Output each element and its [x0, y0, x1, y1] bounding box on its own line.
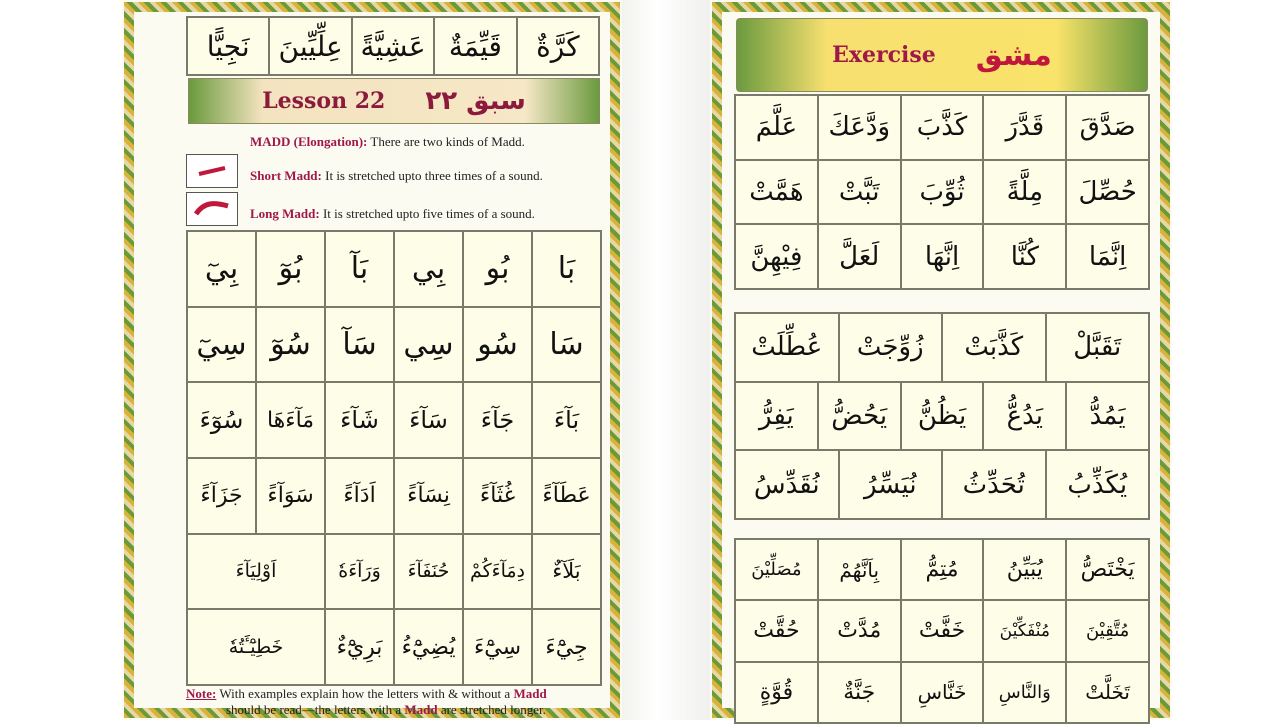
syllable-cell: بَرِيْٓءٌ [326, 610, 393, 684]
word-cell: يَمُدُّ [1067, 383, 1148, 450]
word-cell: حُصِّلَ [1067, 161, 1148, 224]
word-cell: وَالنَّاسِ [984, 663, 1065, 722]
word-cell: جَنَّةٌ [819, 663, 900, 722]
word-cell: يَدُعُّ [984, 383, 1065, 450]
syllable-cell: نِسَآءً [395, 459, 462, 533]
word-cell: كُنَّا [984, 225, 1065, 288]
long-madd-text: It is stretched upto five times of a sound. [319, 206, 535, 221]
long-madd-title: Long Madd: [250, 206, 320, 221]
lesson-grid [186, 230, 602, 686]
syllable-cell: جَزَآءً [188, 459, 255, 533]
syllable-cell: سِيٓ [188, 308, 255, 382]
note [186, 686, 547, 718]
word-cell: لَعَلَّ [819, 225, 900, 288]
word-cell: نَجِيًّا [188, 18, 268, 74]
word-cell: قَيِّمَةٌ [435, 18, 515, 74]
madd-definition [250, 134, 525, 150]
word-cell: حُقَّتْ [736, 601, 817, 660]
word-cell: زُوِّجَتْ [840, 314, 942, 381]
word-cell: كَذَّبَ [902, 96, 983, 159]
syllable-cell: بِيٓ [188, 232, 255, 306]
word-cell: قُوَّةٍ [736, 663, 817, 722]
syllable-cell: جَآءَ [464, 383, 531, 457]
top-words-row [186, 16, 600, 76]
syllable-cell: بَآءَ [533, 383, 600, 457]
word-cell: مُتَّقِيْنَ [1067, 601, 1148, 660]
lesson-banner [188, 78, 600, 124]
syllable-cell: سَآءَ [395, 383, 462, 457]
word-cell: يُبَيِّنُ [984, 540, 1065, 599]
word-cell: عُطِّلَتْ [736, 314, 838, 381]
word-cell: قَدَّرَ [984, 96, 1065, 159]
word-cell: تَخَلَّتْ [1067, 663, 1148, 722]
word-cell: تَبَّتْ [819, 161, 900, 224]
long-madd-sign-icon [186, 192, 238, 226]
long-madd-row [250, 206, 535, 222]
note-madd: Madd [513, 686, 547, 701]
word-cell: نُقَدِّسُ [736, 451, 838, 518]
word-cell: بِاَنَّهُمْ [819, 540, 900, 599]
exercise-block-2 [734, 312, 1150, 520]
short-madd-row [250, 168, 543, 184]
syllable-cell: اَدَآءً [326, 459, 393, 533]
syllable-cell: بُو [464, 232, 531, 306]
word-cell: يَفِرُّ [736, 383, 817, 450]
word-cell: تَقَبَّلْ [1047, 314, 1149, 381]
word-cell: تُحَدِّثُ [943, 451, 1045, 518]
note-text: With examples explain how the letters with & without a [216, 686, 514, 701]
syllable-cell: بَا [533, 232, 600, 306]
word-cell: وَدَّعَكَ [819, 96, 900, 159]
madd-title: MADD (Elongation): [250, 134, 368, 149]
syllable-cell: اَوْلِيَآءَ [188, 535, 324, 609]
short-madd-text: It is stretched upto three times of a sound. [321, 168, 543, 183]
syllable-cell: سُوٓءَ [188, 383, 255, 457]
word-cell: مُنْفَكِّيْنَ [984, 601, 1065, 660]
syllable-cell: خَطِيْٓـَٔتُهٗ [188, 610, 324, 684]
syllable-cell: سُو [464, 308, 531, 382]
word-cell: صَدَّقَ [1067, 96, 1148, 159]
syllable-cell: بِي [395, 232, 462, 306]
word-cell: كَذَّبَتْ [943, 314, 1045, 381]
syllable-cell: سَا [533, 308, 600, 382]
word-cell: يَخْتَصُّ [1067, 540, 1148, 599]
note-label: Note: [186, 686, 217, 701]
word-cell: مُتِمُّ [902, 540, 983, 599]
word-cell: مِلَّةً [984, 161, 1065, 224]
exercise-block-3 [734, 538, 1150, 724]
syllable-cell: سَآ [326, 308, 393, 382]
syllable-cell: سَوَآءً [257, 459, 324, 533]
syllable-cell: وَرَآءَهٗ [326, 535, 393, 609]
word-cell: ثُوِّبَ [902, 161, 983, 224]
word-cell: كَرَّةٌ [518, 18, 598, 74]
syllable-cell: دِمَآءَكُمْ [464, 535, 531, 609]
syllable-cell: غُثَآءً [464, 459, 531, 533]
exercise-label: Exercise [832, 42, 936, 68]
syllable-cell: سِي [395, 308, 462, 382]
exercise-block-1 [734, 94, 1150, 290]
word-cell: خَفَّتْ [902, 601, 983, 660]
exercise-row [736, 314, 1148, 381]
syllable-cell: بَلَآءٌ [533, 535, 600, 609]
note-text: should be read—the letters with a [226, 702, 405, 717]
lesson-label: Lesson 22 [262, 88, 386, 114]
madd-text: There are two kinds of Madd. [367, 134, 525, 149]
word-cell: عَلَّمَ [736, 96, 817, 159]
syllable-cell: يُضِيْٓءُ [395, 610, 462, 684]
word-cell: يُكَذِّبُ [1047, 451, 1149, 518]
syllable-cell: سِيْٓءَ [464, 610, 531, 684]
word-cell: خَنَّاسِ [902, 663, 983, 722]
word-cell: يَظُنُّ [902, 383, 983, 450]
word-cell: مُدَّتْ [819, 601, 900, 660]
lesson-arabic: سبق ۲۲ [425, 86, 526, 116]
exercise-banner [736, 18, 1148, 92]
word-cell: هَمَّتْ [736, 161, 817, 224]
word-cell: مُصَلِّيْنَ [736, 540, 817, 599]
word-cell: نُيَسِّرُ [840, 451, 942, 518]
syllable-cell: بُوٓ [257, 232, 324, 306]
word-cell: عَشِيَّةً [353, 18, 433, 74]
note-madd: Madd [404, 702, 438, 717]
short-madd-title: Short Madd: [250, 168, 322, 183]
word-cell: عِلِّيِّينَ [270, 18, 350, 74]
syllable-cell: جِيْٓءَ [533, 610, 600, 684]
exercise-row [736, 383, 1148, 450]
right-page [710, 0, 1172, 720]
syllable-cell: حُنَفَآءَ [395, 535, 462, 609]
book-spine [622, 0, 710, 720]
short-madd-sign-icon [186, 154, 238, 188]
word-cell: فِيْهِنَّ [736, 225, 817, 288]
syllable-cell: مَآءَهَا [257, 383, 324, 457]
syllable-cell: سُوٓ [257, 308, 324, 382]
word-cell: يَحُضُّ [819, 383, 900, 450]
syllable-cell: شَآءَ [326, 383, 393, 457]
exercise-arabic: مشق [975, 37, 1052, 73]
syllable-cell: بَآ [326, 232, 393, 306]
word-cell: اِنَّمَا [1067, 225, 1148, 288]
exercise-row [736, 451, 1148, 518]
left-page [122, 0, 622, 720]
note-text: are stretched longer. [437, 702, 546, 717]
syllable-cell: عَطَآءً [533, 459, 600, 533]
word-cell: اِنَّهَا [902, 225, 983, 288]
